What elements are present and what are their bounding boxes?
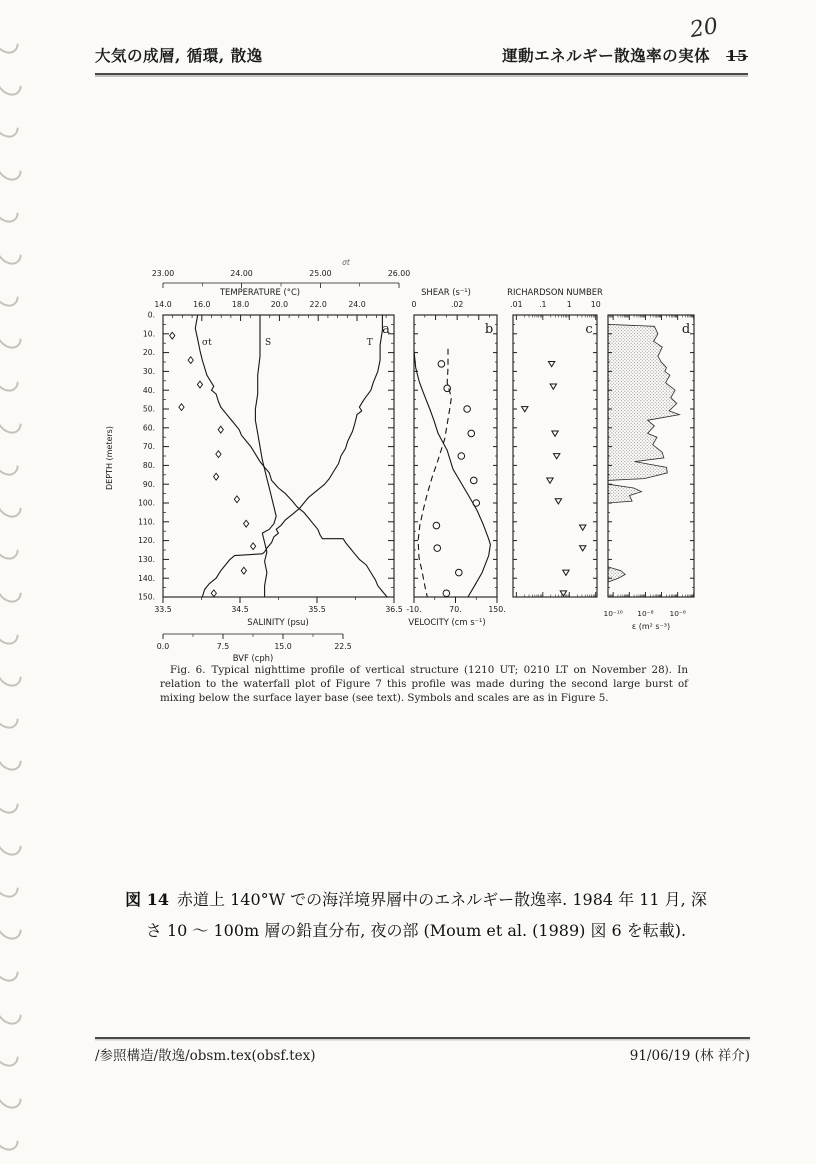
- page-header: [95, 44, 748, 66]
- spiral-binding-mark: [0, 358, 24, 397]
- spiral-binding-mark: [0, 991, 27, 1030]
- svg-text:b: b: [484, 322, 494, 337]
- svg-text:d: d: [681, 322, 691, 337]
- japanese-caption: [88, 884, 744, 946]
- svg-text:22.5: 22.5: [334, 642, 352, 651]
- svg-text:-10.: -10.: [406, 605, 422, 614]
- svg-text:SALINITY (psu): SALINITY (psu): [247, 617, 309, 627]
- spiral-binding-mark: [0, 949, 24, 988]
- spiral-binding-mark: [0, 20, 24, 59]
- header-rule: [95, 73, 748, 75]
- spiral-binding-mark: [0, 1033, 24, 1072]
- footer-rule: [95, 1037, 750, 1039]
- spiral-binding-mark: [0, 906, 27, 945]
- spiral-binding-mark: [0, 1117, 24, 1156]
- svg-text:26.00: 26.00: [387, 269, 411, 278]
- svg-text:.1: .1: [539, 300, 547, 309]
- svg-text:120.: 120.: [138, 536, 155, 546]
- svg-text:15.0: 15.0: [274, 642, 292, 651]
- svg-text:0.: 0.: [147, 310, 155, 320]
- svg-text:σt: σt: [342, 258, 350, 267]
- spiral-binding-mark: [0, 780, 24, 819]
- spiral-binding-mark: [0, 189, 24, 228]
- spiral-binding-mark: [0, 400, 27, 439]
- svg-text:10⁻⁸: 10⁻⁸: [637, 609, 654, 618]
- spiral-binding-mark: [0, 695, 24, 734]
- svg-text:24.0: 24.0: [348, 300, 366, 309]
- footer-file-path: /参照構造/散逸/obsm.tex(obsf.tex): [95, 1048, 316, 1064]
- svg-text:10.: 10.: [142, 329, 155, 339]
- svg-text:20.0: 20.0: [270, 300, 289, 309]
- spiral-binding-mark: [0, 738, 27, 777]
- svg-text:150.: 150.: [138, 592, 155, 602]
- spiral-binding-mark: [0, 273, 24, 312]
- svg-text:ε (m² s⁻³): ε (m² s⁻³): [631, 622, 671, 631]
- japanese-caption-label: 図 14: [125, 890, 169, 909]
- japanese-caption-line2: さ 10 〜 100m 層の鉛直分布, 夜の部 (Moum et al. (1989) 図 6 を転載).: [145, 921, 687, 940]
- svg-text:34.5: 34.5: [231, 605, 249, 614]
- svg-text:T: T: [366, 338, 373, 349]
- svg-text:σt: σt: [202, 338, 212, 349]
- footer-date-author: 91/06/19 (林 祥介): [629, 1048, 750, 1064]
- svg-text:110.: 110.: [138, 517, 155, 527]
- spiral-binding-mark: [0, 527, 24, 566]
- spiral-binding-mark: [0, 105, 24, 144]
- figure-plot: [90, 250, 770, 670]
- svg-text:1: 1: [566, 300, 572, 309]
- spiral-binding-mark: [0, 62, 27, 101]
- svg-text:.02: .02: [450, 300, 464, 309]
- svg-text:RICHARDSON NUMBER: RICHARDSON NUMBER: [507, 287, 603, 297]
- spiral-binding-mark: [0, 484, 27, 523]
- spiral-binding-mark: [0, 822, 27, 861]
- svg-text:VELOCITY (cm s⁻¹): VELOCITY (cm s⁻¹): [408, 617, 486, 627]
- svg-text:TEMPERATURE (°C): TEMPERATURE (°C): [219, 287, 301, 297]
- svg-text:80.: 80.: [142, 461, 155, 470]
- svg-text:23.00: 23.00: [151, 269, 175, 278]
- spiral-binding: [0, 0, 34, 1164]
- spiral-binding-mark: [0, 864, 24, 903]
- spiral-binding-mark: [0, 147, 27, 186]
- svg-text:7.5: 7.5: [216, 642, 230, 651]
- handwritten-page-number: 20: [688, 13, 720, 44]
- svg-text:c: c: [585, 322, 593, 337]
- svg-text:140.: 140.: [138, 573, 155, 583]
- spiral-binding-mark: [0, 1075, 27, 1114]
- svg-text:30.: 30.: [142, 367, 155, 376]
- svg-text:10⁻⁶: 10⁻⁶: [669, 609, 686, 618]
- figure-caption: [160, 664, 688, 705]
- svg-text:S: S: [265, 338, 272, 349]
- svg-text:18.0: 18.0: [231, 300, 250, 309]
- japanese-caption-line1: 赤道上 140°W での海洋境界層中のエネルギー散逸率. 1984 年 11 月, 深: [177, 890, 707, 909]
- svg-text:25.00: 25.00: [309, 269, 332, 278]
- svg-text:90.: 90.: [142, 479, 155, 489]
- svg-text:0: 0: [411, 300, 417, 309]
- figure-caption-text: Typical nighttime profile of vertical structure (1210 UT; 0210 LT on November 28). In relation to the waterfall plot of Figure 7 this profile was made during the second large burst of mixing below the surface layer base (see text). Symbols and scales are as in Figure 5.: [160, 664, 688, 704]
- svg-text:14.0: 14.0: [154, 300, 172, 309]
- svg-text:36.5: 36.5: [385, 605, 403, 614]
- svg-text:70.: 70.: [449, 605, 462, 614]
- figure-caption-label: Fig. 6.: [170, 664, 206, 676]
- svg-text:BVF (cph): BVF (cph): [232, 653, 274, 663]
- spiral-binding-mark: [0, 653, 27, 692]
- svg-text:60.: 60.: [142, 423, 155, 433]
- page-number-struck: 15: [726, 47, 748, 65]
- svg-text:16.0: 16.0: [193, 300, 211, 309]
- page-footer: [95, 1044, 750, 1064]
- svg-text:150.: 150.: [488, 605, 506, 614]
- spiral-binding-mark: [0, 611, 24, 650]
- spiral-binding-mark: [0, 316, 27, 355]
- svg-text:100.: 100.: [138, 498, 155, 508]
- svg-text:DEPTH (meters): DEPTH (meters): [105, 426, 114, 490]
- svg-text:.01: .01: [510, 300, 523, 309]
- spiral-binding-mark: [0, 569, 27, 608]
- svg-text:a: a: [382, 322, 390, 337]
- svg-text:20.: 20.: [142, 348, 155, 358]
- svg-text:10⁻¹⁰: 10⁻¹⁰: [603, 609, 623, 618]
- header-left-title: 大気の成層, 循環, 散逸: [95, 46, 263, 65]
- svg-text:35.5: 35.5: [308, 605, 326, 614]
- svg-text:130.: 130.: [138, 555, 155, 564]
- header-right-title: 運動エネルギー散逸率の実体: [502, 46, 711, 65]
- svg-text:50.: 50.: [142, 404, 155, 414]
- spiral-binding-mark: [0, 442, 24, 481]
- svg-text:70.: 70.: [142, 442, 155, 452]
- spiral-binding-mark: [0, 231, 27, 270]
- svg-text:33.5: 33.5: [154, 605, 172, 614]
- svg-text:24.00: 24.00: [230, 269, 253, 278]
- svg-text:40.: 40.: [142, 385, 155, 395]
- svg-text:22.0: 22.0: [309, 300, 327, 309]
- svg-text:SHEAR (s⁻¹): SHEAR (s⁻¹): [421, 287, 471, 297]
- svg-text:0.0: 0.0: [156, 642, 170, 651]
- svg-text:10: 10: [590, 300, 601, 309]
